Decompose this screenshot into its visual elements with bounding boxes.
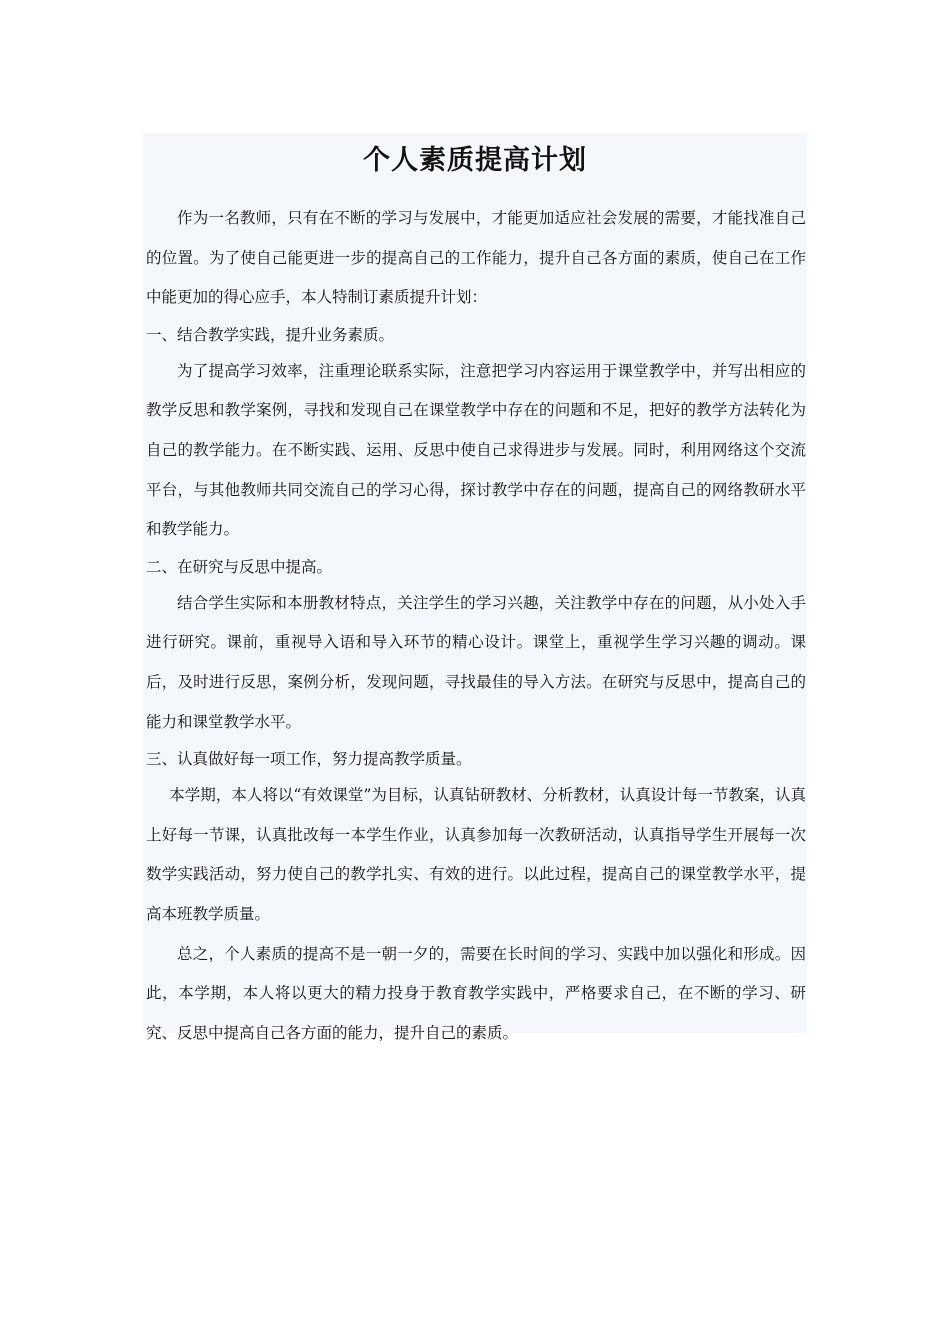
document-title: 个人素质提高计划	[363, 145, 587, 176]
section-heading-1: 一、结合教学实践，提升业务素质。	[146, 325, 395, 344]
document-page	[143, 133, 807, 1042]
conclusion-paragraph: 总之，个人素质的提高不是一朝一夕的，需要在长时间的学习、实践中加以强化和形成。因此，本学期，本人将以更大的精力投身于教育教学实践中，严格要求自己，在不断的学习、研究、反思中提高自己各方面的能力，提升自己的素质。	[146, 944, 806, 1042]
section-heading-2: 二、在研究与反思中提高。	[146, 557, 333, 576]
section-heading-3: 三、认真做好每一项工作，努力提高教学质量。	[146, 750, 472, 769]
section-paragraph-1: 为了提高学习效率，注重理论联系实际，注意把学习内容运用于课堂教学中，并写出相应的教学反思和教学案例，寻找和发现自己在课堂教学中存在的问题和不足，把好的教学方法转化为自己的教学能力。在不断实践、运用、反思中使自己求得进步与发展。同时，利用网络这个交流平台，与其他教师共同交流自己的学习心得，探讨教学中存在的问题，提高自己的网络教研水平和教学能力。	[146, 361, 806, 539]
section-paragraph-2: 结合学生实际和本册教材特点，关注学生的学习兴趣，关注教学中存在的问题，从小处入手进行研究。课前，重视导入语和导入环节的精心设计。课堂上，重视学生学习兴趣的调动。课后，及时进行反思，案例分析，发现问题，寻找最佳的导入方法。在研究与反思中，提高自己的能力和课堂教学水平。	[146, 593, 806, 731]
intro-paragraph: 作为一名教师，只有在不断的学习与发展中，才能更加适应社会发展的需要，才能找准自己的位置。为了使自己能更进一步的提高自己的工作能力，提升自己各方面的素质，使自己在工作中能更加的得心应手，本人特制订素质提升计划：	[146, 209, 806, 307]
document-body	[146, 199, 806, 1053]
section-paragraph-3: 本学期，本人将以“有效课堂”为目标，认真钻研教材、分析教材，认真设计每一节教案，认真上好每一节课，认真批改每一本学生作业，认真参加每一次教研活动，认真指导学生开展每一次数学实践活动，努力使自己的教学扎实、有效的进行。以此过程，提高自己的课堂教学水平，提高本班教学质量。	[146, 786, 806, 923]
